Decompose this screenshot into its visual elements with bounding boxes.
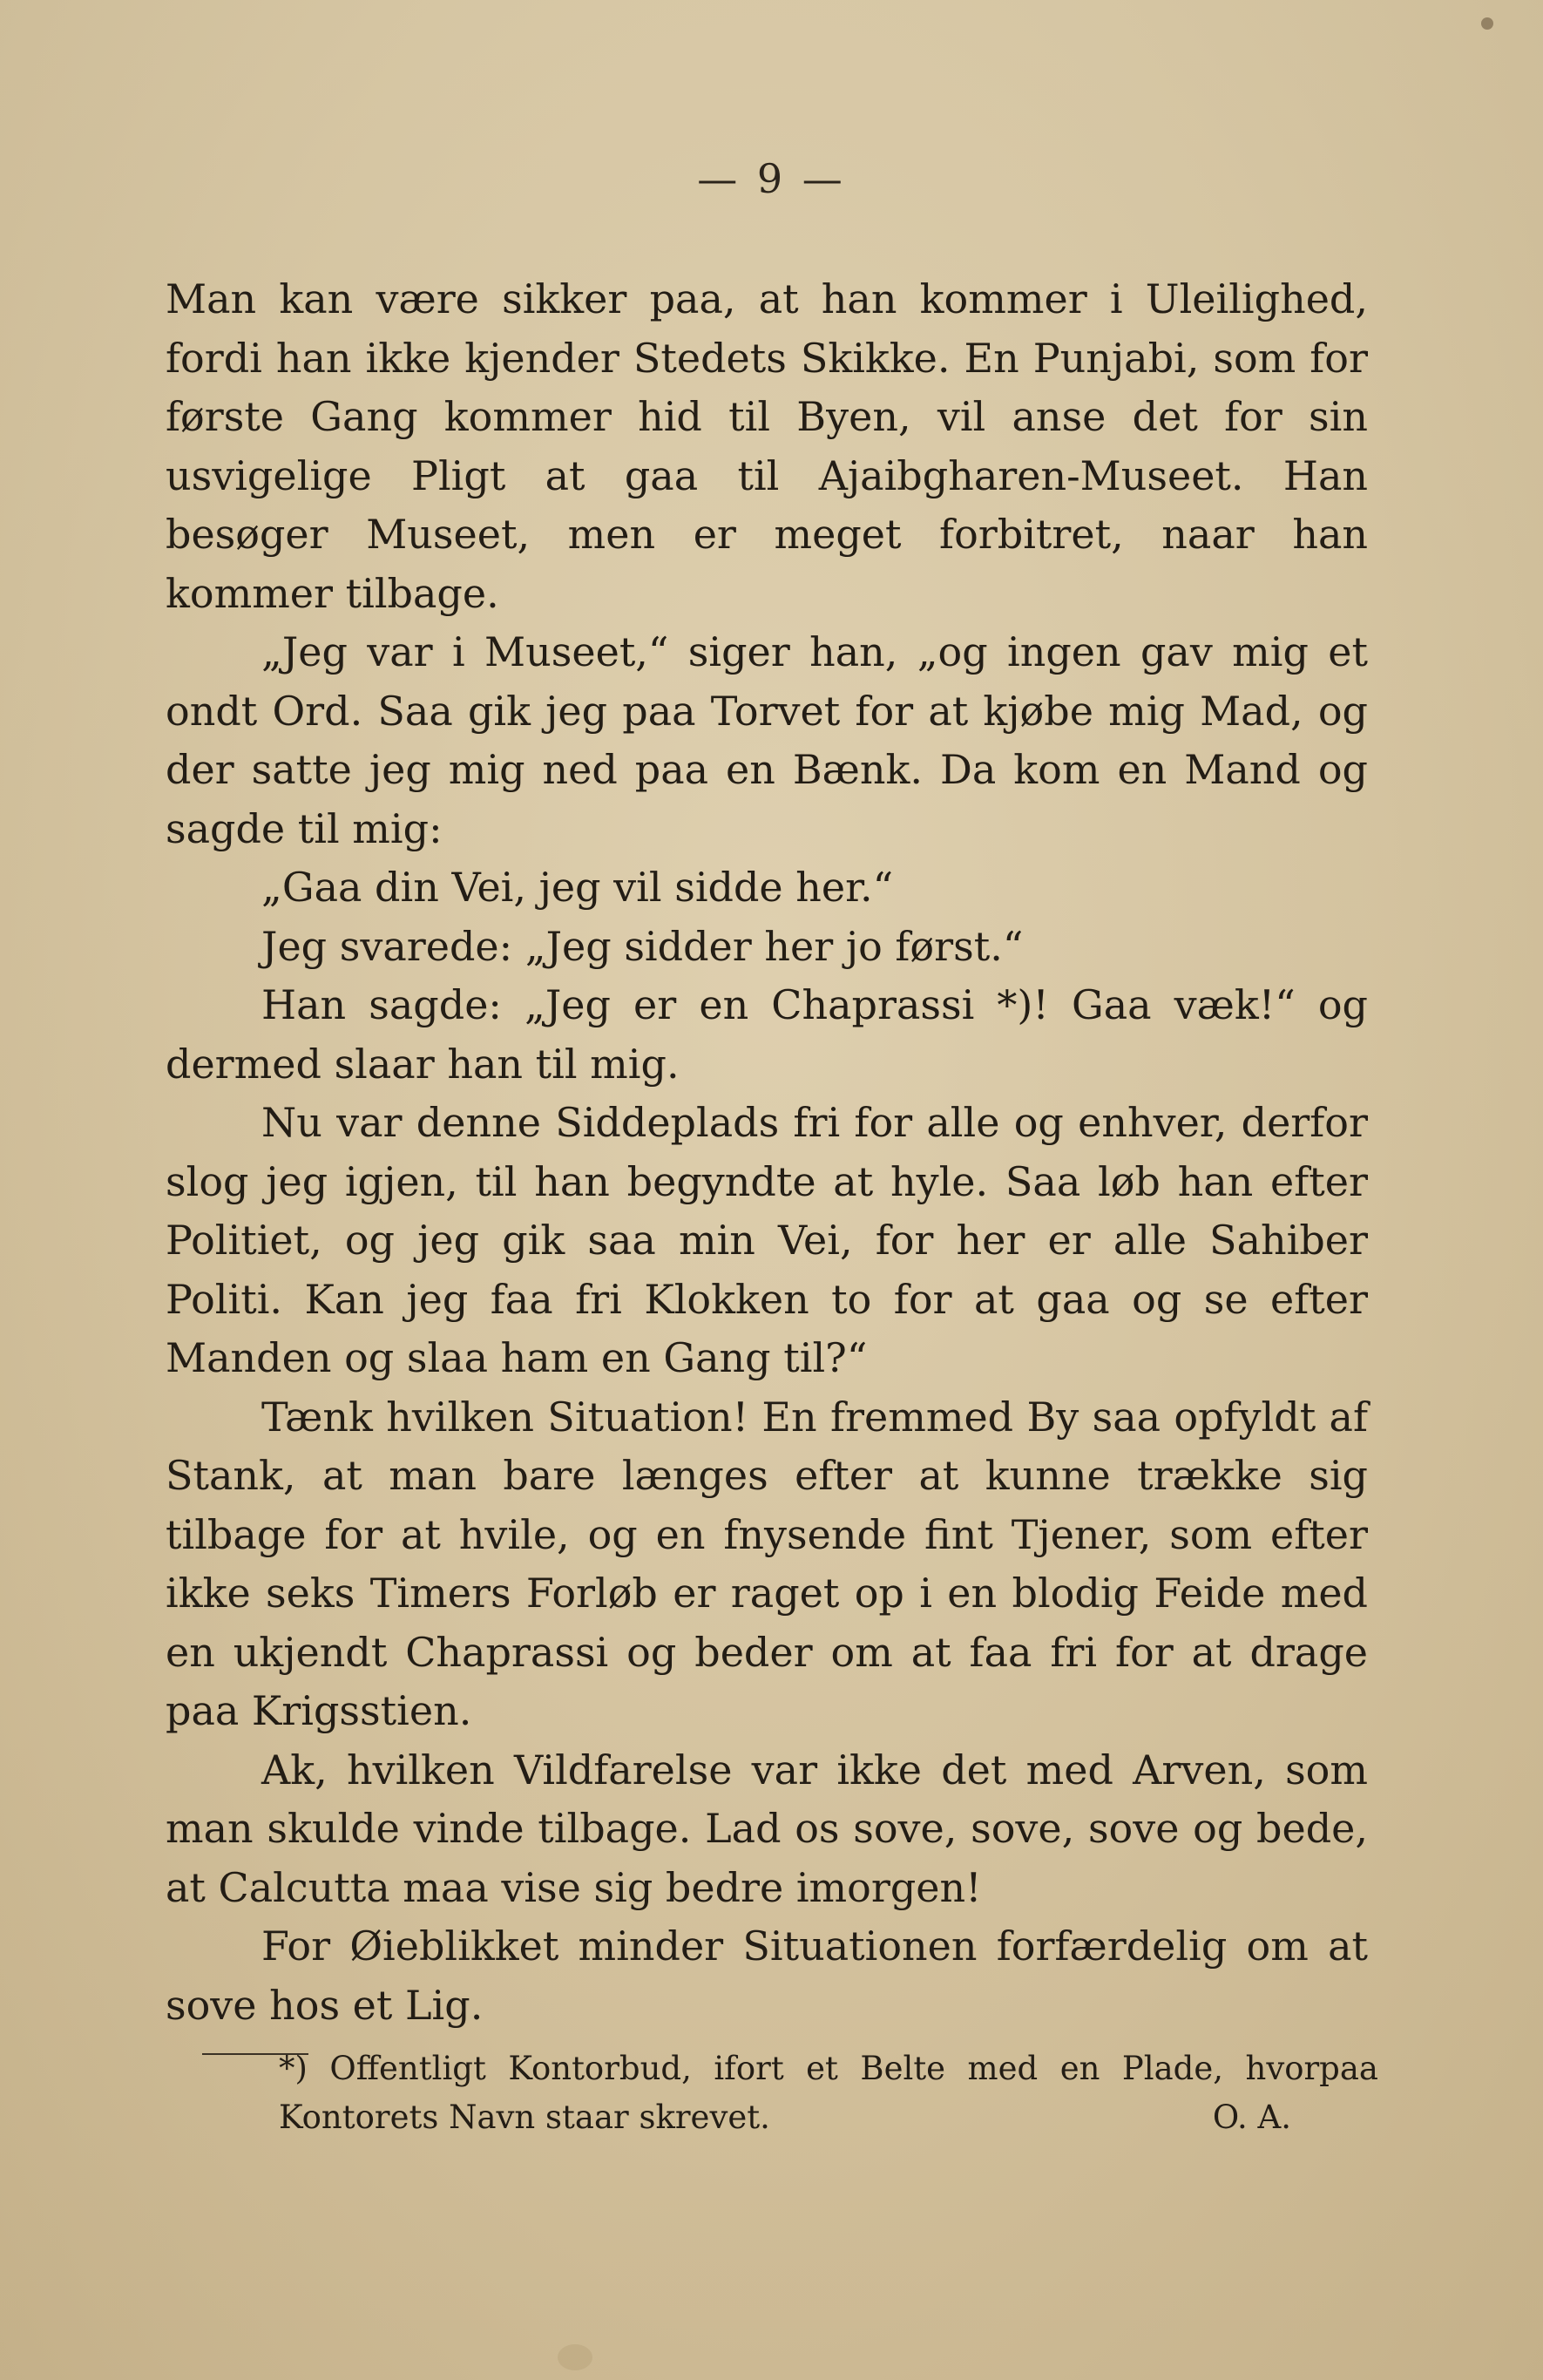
paragraph: Ak, hvilken Vildfarelse var ikke det med Arven, som man skulde vinde tilbage. Lad os sove, sove, sove og bede, at Calcutta maa vise sig bedre imorgen! bbox=[166, 1746, 1368, 1911]
paragraph: For Øieblikket minder Situationen forfærdelig om at sove hos et Lig. bbox=[166, 1922, 1368, 2029]
paragraph: Man kan være sikker paa, at han kommer i Uleilighed, fordi han ikke kjender Stedets Skikke. En Punjabi, som for første Gang kommer hid til Byen, vil anse det for sin usvigelige Pligt at gaa til Ajaibgharen-Museet. Han besøger Museet, men er meget forbitret, naar han kommer tilbage. bbox=[166, 275, 1368, 617]
paragraph: „Jeg var i Museet,“ siger han, „og ingen gav mig et ondt Ord. Saa gik jeg paa Torvet for at kjøbe mig Mad, og der satte jeg mig ned paa en Bænk. Da kom en Mand og sagde til mig: bbox=[166, 628, 1368, 852]
paragraph: Han sagde: „Jeg er en Chaprassi *)! Gaa væk!“ og dermed slaar han til mig. bbox=[166, 981, 1368, 1088]
paragraph: Jeg svarede: „Jeg sidder her jo først.“ bbox=[261, 922, 1024, 970]
footnote bbox=[279, 2044, 1378, 2142]
paper-stain bbox=[558, 2344, 592, 2370]
paper-stain bbox=[1481, 17, 1493, 30]
footnote-signature: O. A. bbox=[1212, 2099, 1291, 2136]
paragraph: „Gaa din Vei, jeg vil sidde her.“ bbox=[261, 864, 894, 911]
paragraph: Tænk hvilken Situation! En fremmed By saa opfyldt af Stank, at man bare længes efter at kunne trække sig tilbage for at hvile, og en fnysende fint Tjener, som efter ikke seks Timers Forløb er raget op i en blodig Feide med en ukjendt Chaprassi og beder om at faa fri for at drage paa Krigsstien. bbox=[166, 1393, 1368, 1734]
paragraph: Nu var denne Siddeplads fri for alle og enhver, derfor slog jeg igjen, til han begyndte at hyle. Saa løb han efter Politiet, og jeg gik saa min Vei, for her er alle Sahiber Politi. Kan jeg faa fri Klokken to for at gaa og se efter Manden og slaa ham en Gang til?“ bbox=[166, 1099, 1368, 1381]
body-text bbox=[166, 270, 1368, 2035]
footnote-text: *) Offentligt Kontorbud, ifort et Belte med en Plade, hvorpaa Kontorets Navn staar skrevet. bbox=[279, 2050, 1378, 2136]
page-number: — 9 — bbox=[697, 155, 846, 202]
